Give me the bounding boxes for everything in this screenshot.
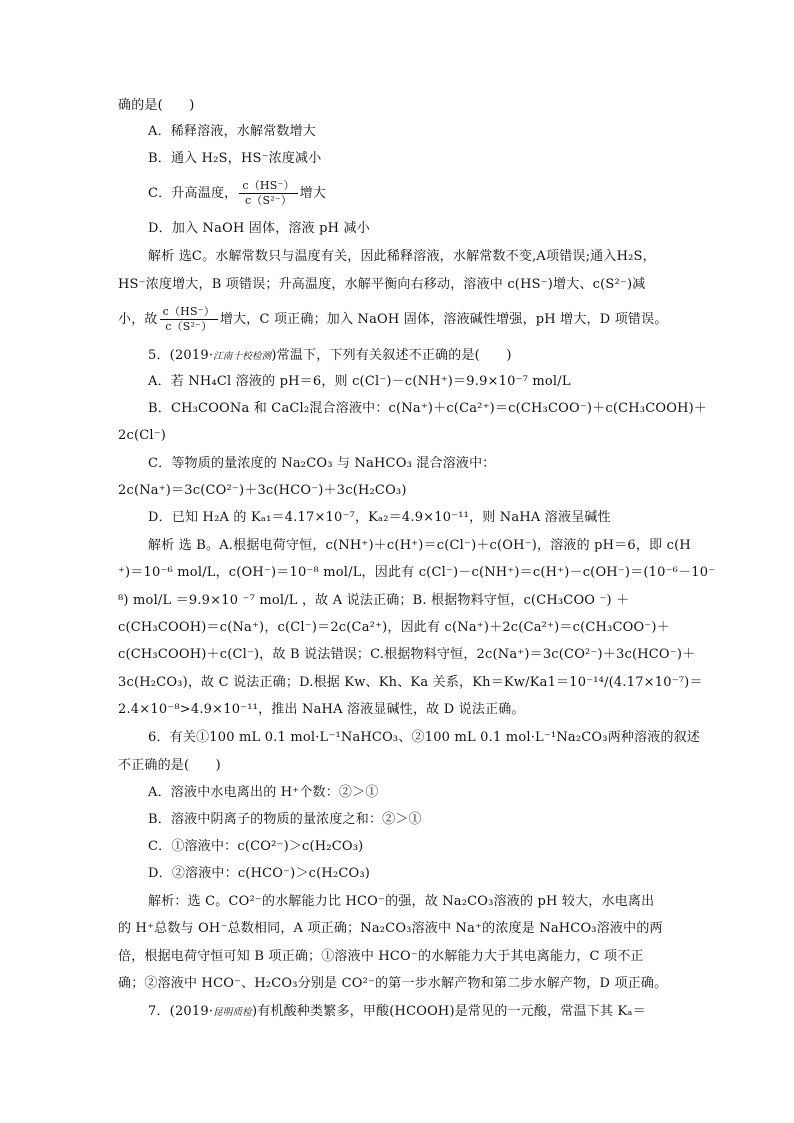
analysis-fraction-line [118,305,678,334]
question-stem-end: 确的是( ) [118,98,195,113]
option-c [148,179,708,208]
question-6-stem-end: 不正确的是( ) [118,758,221,773]
analysis-line: 3c(H₂CO₃)，故 C 说法正确；D.根据 Kw、Kh、Ka 关系，Kh＝Kw/Ka1＝10⁻¹⁴/(4.17×10⁻⁷)＝ [118,675,703,690]
question-source: 江南十校检测 [213,351,272,362]
question-7-stem [148,1003,708,1022]
analysis-line: ⁺)＝10⁻⁶ mol/L，c(OH⁻)＝10⁻⁸ mol/L，因此有 c(Cl⁻)－c(NH⁺)＝c(H⁺)－c(OH⁻)＝(10⁻⁶－10⁻ [118,565,716,580]
option-a: A．溶液中水电离出的 H⁺个数：②＞① [148,785,379,800]
option-c: C．等物质的量浓度的 Na₂CO₃ 与 NaHCO₃ 混合溶液中： [148,456,496,471]
analysis-line: 倍，根据电荷守恒可知 B 项正确；①溶液中 HCO⁻的水解能力大于其电离能力，C 项不正 [118,949,644,964]
option-b: B．CH₃COONa 和 CaCl₂混合溶液中：c(Na⁺)＋c(Ca²⁺)＝c(CH₃COO⁻)＋c(CH₃COOH)＋ [148,401,708,416]
option-a: A．若 NH₄Cl 溶液的 pH＝6，则 c(Cl⁻)－c(NH⁺)＝9.9×10⁻⁷ mol/L [148,374,571,389]
option-c-equation: 2c(Na⁺)＝3c(CO²⁻)＋3c(HCO⁻)＋3c(H₂CO₃) [118,483,407,498]
option-d: D．②溶液中：c(HCO⁻)＞c(H₂CO₃) [148,866,371,881]
analysis-line: c(CH₃COOH)＝c(Na⁺)，c(Cl⁻)＝2c(Ca²⁺)，因此有 c(Na⁺)＋2c(Ca²⁺)＝c(CH₃COO⁻)＋ [118,620,670,635]
analysis-line: 确；②溶液中 HCO⁻、H₂CO₃分别是 CO²⁻的第一步水解产物和第二步水解产物，D 项正确。 [118,976,668,991]
question-6-stem: 6．有关①100 mL 0.1 mol·L⁻¹NaHCO₃、②100 mL 0.1 mol·L⁻¹Na₂CO₃两种溶液的叙述 [148,730,701,745]
question-5-stem [148,347,708,366]
fraction-hs-over-s [239,179,297,208]
fraction-numerator: c（HS⁻） [239,179,297,194]
question-text: )常温下，下列有关叙述不正确的是( ) [271,348,512,363]
option-c-suffix: 增大 [299,186,327,201]
option-b-continued: 2c(Cl⁻) [118,428,167,443]
option-b: B．通入 H₂S，HS⁻浓度减小 [148,151,322,166]
option-d: D．加入 NaOH 固体，溶液 pH 减小 [148,221,370,236]
option-c-text: C．升高温度， [148,186,238,201]
fraction-denominator: c（S²⁻） [165,320,213,333]
analysis-line: 2.4×10⁻⁸>4.9×10⁻¹¹，推出 NaHA 溶液显碱性，故 D 说法正确。 [118,702,525,717]
option-d: D．已知 H₂A 的 Kₐ₁＝4.17×10⁻⁷，Kₐ₂＝4.9×10⁻¹¹，则 NaHA 溶液呈碱性 [148,510,611,525]
question-source: 昆明质检 [213,1007,252,1018]
question-text: )有机酸种类繁多，甲酸(HCOOH)是常见的一元酸，常温下其 Kₐ＝ [251,1004,646,1019]
analysis-line: 解析 选 B。A.根据电荷守恒，c(NH⁺)＋c(H⁺)＝c(Cl⁻)＋c(OH⁻)，溶液的 pH＝6，即 c(H [148,538,691,553]
fraction-hs-over-s [160,305,218,334]
analysis-line: ⁸) mol/L ＝9.9×10 ⁻⁷ mol/L ，故 A 说法正确；B. 根据物料守恒，c(CH₃COO ⁻) ＋ [118,593,630,608]
analysis-text: 增大，C 项正确；加入 NaOH 固体，溶液碱性增强，pH 增大，D 项错误。 [219,312,668,327]
option-b: B．溶液中阴离子的物质的量浓度之和：②＞① [148,812,422,827]
question-number: 5．(2019· [148,348,214,363]
analysis-line: 的 H⁺总数与 OH⁻总数相同，A 项正确；Na₂CO₃溶液中 Na⁺的浓度是 NaHCO₃溶液中的两 [118,921,663,936]
option-a: A．稀释溶液，水解常数增大 [148,124,316,139]
analysis-line: 解析：选 C。CO²⁻的水解能力比 HCO⁻的强，故 Na₂CO₃溶液的 pH 较大，水电离出 [148,894,655,909]
fraction-denominator: c（S²⁻） [244,194,293,207]
analysis-text: 小，故 [118,312,158,327]
analysis-line: HS⁻浓度增大，B 项错误；升高温度，水解平衡向右移动，溶液中 c(HS⁻)增大、c(S²⁻)减 [118,277,646,292]
analysis-line: 解析 选C。水解常数只与温度有关，因此稀释溶液，水解常数不变,A项错误;通入H₂S， [148,249,656,264]
option-c: C．①溶液中：c(CO²⁻)＞c(H₂CO₃) [148,839,364,854]
question-number: 7．(2019· [148,1004,214,1019]
fraction-numerator: c（HS⁻） [160,305,218,320]
analysis-line: c(CH₃COOH)＋c(Cl⁻)，故 B 说法错误；C.根据物料守恒，2c(Na⁺)＝3c(CO²⁻)＋3c(HCO⁻)＋ [118,647,696,662]
